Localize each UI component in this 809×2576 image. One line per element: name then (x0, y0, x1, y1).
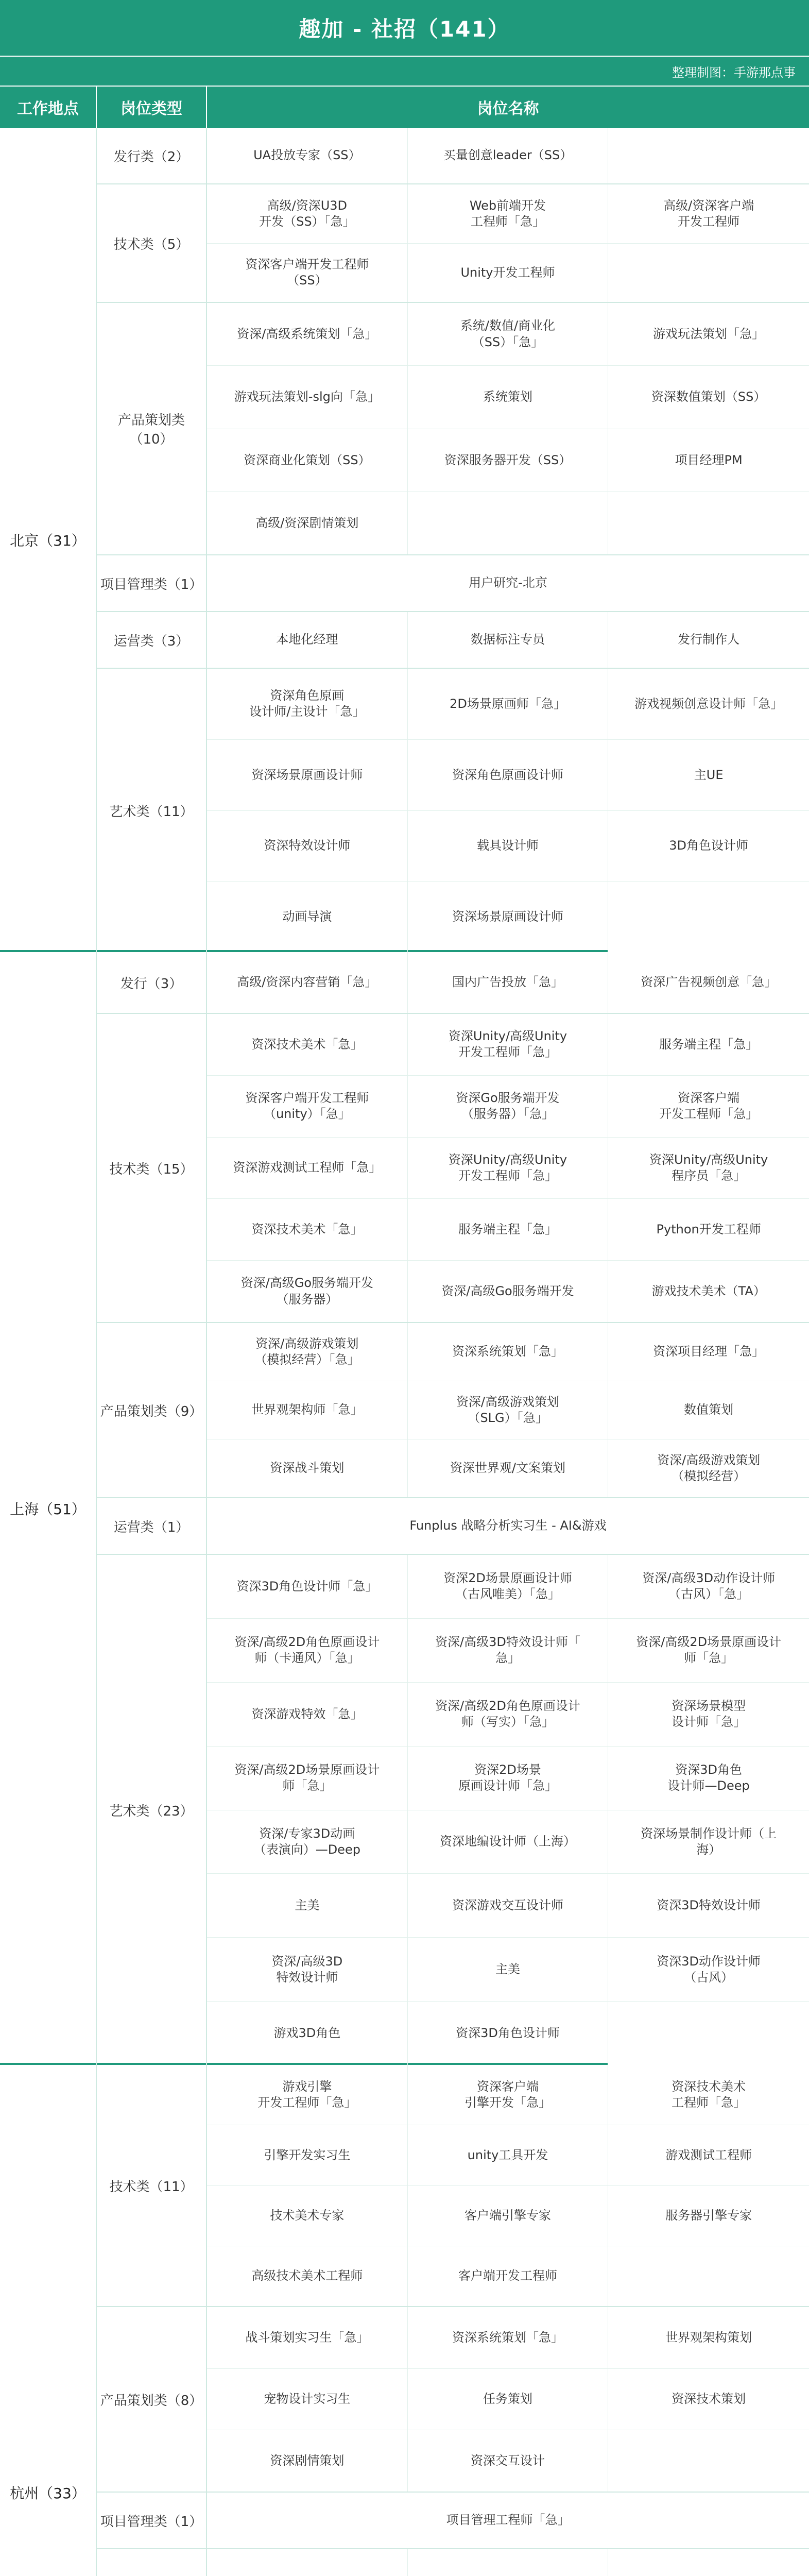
category-label: 项目管理类（1） (97, 2493, 207, 2548)
job-title: 资深/高级2D角色原画设计 师（写实）「急」 (408, 1683, 609, 1746)
job-title: 资深/高级2D场景原画设计 师「急」 (207, 1747, 408, 1810)
job-title: 项目经理PM (675, 452, 743, 467)
empty-cell (608, 244, 809, 302)
category-label: 技术类（15） (97, 1014, 207, 1322)
job-title: 战斗策划实习生「急」 (207, 2307, 408, 2368)
page-title: 趣加 - 社招（141） (0, 0, 809, 56)
job-title: Funplus 战略分析实习生 - AI&游戏 (409, 1518, 607, 1533)
category-label: 技术类（11） (97, 2065, 207, 2306)
job-title: 主UE (694, 767, 724, 782)
job-title: 资深世界观/文案策划 (408, 1439, 609, 1497)
job-title: 资深3D动作设计师 （古风） (657, 1954, 761, 1985)
job-row (207, 1683, 809, 1747)
job-title: 资深游戏交互设计师 (408, 1874, 609, 1937)
job-title: 资深客户端开发工程师 （SS） (207, 244, 408, 302)
job-title: 资深战斗策划 (207, 1439, 408, 1497)
city-block (0, 2065, 809, 2576)
job-grid (207, 2549, 809, 2576)
job-title: 资深3D角色设计师 (408, 2002, 609, 2065)
job-title: 资深/高级游戏策划 （模拟经营） (657, 1452, 761, 1483)
job-grid (207, 303, 809, 554)
job-row (207, 2307, 809, 2369)
job-title: 高级/资深内容营销「急」 (207, 952, 408, 1013)
table-header (0, 86, 809, 128)
category-row (97, 128, 809, 184)
job-title: 高级技术美术工程师 (207, 2246, 408, 2306)
job-title: 引擎开发实习生 (207, 2125, 408, 2185)
category-row (97, 1323, 809, 1498)
job-title: 资深3D角色设计师「急」 (207, 1555, 408, 1618)
job-grid (207, 2493, 809, 2548)
job-row (207, 2186, 809, 2246)
category-row (97, 184, 809, 303)
job-row (207, 303, 809, 366)
category-row (97, 555, 809, 612)
job-title: 资深/专家3D动画 （表演向）—Deep (207, 1810, 408, 1874)
job-title: 客户端引擎专家 (408, 2186, 609, 2246)
job-title: 资深交互设计 (408, 2430, 609, 2492)
job-grid (207, 952, 809, 1013)
job-row (207, 1323, 809, 1381)
job-title: 载具设计师 (408, 811, 609, 882)
job-title: unity工具开发 (408, 2125, 609, 2185)
job-row (207, 2369, 809, 2431)
job-title: 高级/资深剧情策划 (207, 492, 408, 554)
job-title: 资深/高级3D动作设计师 （古风）「急」 (642, 1571, 776, 1602)
category-label: 发行（3） (97, 952, 207, 1013)
job-row (207, 1261, 809, 1322)
category-row (97, 952, 809, 1014)
job-row (207, 1619, 809, 1683)
job-title: 游戏视频创意设计师「急」 (634, 696, 783, 711)
category-label: 运营类（3） (97, 612, 207, 668)
job-grid (207, 1498, 809, 1554)
job-title: 资深/高级游戏策划 （模拟经营）「急」 (207, 1323, 408, 1381)
job-row (207, 2246, 809, 2306)
job-title: 资深商业化策划（SS） (207, 429, 408, 492)
empty-cell (408, 492, 609, 554)
job-title: 资深客户端 引擎开发「急」 (408, 2065, 609, 2125)
category-list (97, 128, 809, 952)
job-title: 数据标注专员 (408, 612, 609, 668)
category-label: 产品策划类（10） (97, 303, 207, 554)
category-row (97, 1555, 809, 2065)
job-title: 主美 (207, 1874, 408, 1937)
job-row (207, 1498, 809, 1554)
job-title: 游戏玩法策划「急」 (653, 327, 765, 342)
city-block (0, 952, 809, 2065)
job-title: 服务端主程「急」 (408, 1199, 609, 1260)
job-title: 客户端开发工程师 (408, 2246, 609, 2306)
job-title: 游戏玩法策划-slg向「急」 (207, 366, 408, 428)
category-row (97, 1014, 809, 1323)
category-row (97, 2493, 809, 2549)
job-title: 资深地编设计师（上海） (408, 1810, 609, 1874)
city-label: 杭州（33） (0, 2065, 97, 2576)
job-title: 任务策划 (408, 2369, 609, 2430)
job-row (207, 2549, 809, 2576)
jobs-table (0, 128, 809, 2576)
job-row (207, 492, 809, 554)
job-row (207, 2002, 809, 2065)
empty-cell (608, 882, 809, 952)
job-row (207, 555, 809, 611)
job-title: 资深技术美术「急」 (207, 1199, 408, 1260)
job-title: 资深角色原画设计师 (408, 740, 609, 810)
job-title: 本地化经理 (207, 612, 408, 668)
job-title: 资深Unity/高级Unity 开发工程师「急」 (408, 1138, 609, 1199)
job-row (207, 2125, 809, 2185)
job-row (207, 882, 809, 952)
job-grid (207, 1323, 809, 1497)
job-title: 资深系统策划「急」 (408, 2307, 609, 2368)
job-row (207, 1076, 809, 1138)
category-label: 产品策划类（9） (97, 1323, 207, 1497)
category-label: 发行类（2） (97, 128, 207, 183)
job-title: 资深/高级Go服务端开发 （服务器） (207, 1261, 408, 1322)
job-title: 资深场景原画设计师 (207, 740, 408, 810)
job-row (207, 2493, 809, 2548)
job-row (207, 1138, 809, 1199)
job-title: 资深角色原画 设计师/主设计「急」 (207, 669, 408, 739)
empty-cell (608, 492, 809, 554)
job-row (207, 1014, 809, 1076)
job-title: 资深Unity/高级Unity 程序员「急」 (649, 1152, 768, 1183)
empty-cell (608, 2002, 809, 2065)
job-row (207, 366, 809, 429)
job-title: 资深2D场景原画设计师 （古风唯美）「急」 (408, 1555, 609, 1618)
job-title: 服务器引擎专家 (665, 2208, 752, 2223)
category-row (97, 303, 809, 555)
job-title: 资深/高级2D角色原画设计 师（卡通风）「急」 (207, 1619, 408, 1682)
job-grid (207, 184, 809, 302)
job-title: 项目管理工程师「急」 (446, 2513, 570, 2528)
job-row (207, 811, 809, 882)
job-row (207, 2065, 809, 2125)
job-title: 资深Unity/高级Unity 开发工程师「急」 (408, 1014, 609, 1075)
job-grid (207, 555, 809, 611)
job-title: 资深数值策划（SS） (651, 389, 766, 404)
job-row (207, 128, 809, 183)
job-title: 资深广告视频创意「急」 (641, 975, 777, 990)
category-label (97, 2549, 207, 2576)
job-title: 资深技术美术「急」 (207, 1014, 408, 1075)
city-label: 上海（51） (0, 952, 97, 2065)
job-title: 用户研究-北京 (469, 575, 547, 590)
category-row (97, 2065, 809, 2307)
job-title: 系统策划 (408, 366, 609, 428)
job-title: 资深3D特效设计师 (657, 1898, 761, 1913)
job-row (207, 429, 809, 492)
empty-cell (608, 2246, 809, 2306)
empty-cell (608, 2430, 809, 2492)
job-title: 3D角色设计师 (669, 838, 749, 853)
job-title: 资深/高级3D特效设计师「 急」 (408, 1619, 609, 1682)
job-title: 发行制作人 (678, 632, 740, 647)
job-grid (207, 1014, 809, 1322)
job-title: UA投放专家（SS） (207, 128, 408, 183)
job-title: 系统/数值/商业化 （SS）「急」 (408, 303, 609, 365)
job-title: 资深/高级3D 特效设计师 (207, 1938, 408, 2001)
job-grid (207, 2065, 809, 2306)
job-title: 资深/高级系统策划「急」 (207, 303, 408, 365)
job-row (207, 1199, 809, 1261)
job-title: 资深项目经理「急」 (653, 1344, 765, 1359)
job-title: 游戏3D角色 (207, 2002, 408, 2065)
job-title: 国内广告投放「急」 (408, 952, 609, 1013)
job-title: 技术美术专家 (207, 2186, 408, 2246)
job-title (408, 2549, 609, 2576)
category-label: 技术类（5） (97, 184, 207, 302)
job-title: 数值策划 (684, 1402, 734, 1417)
job-title: 动画导演 (207, 882, 408, 952)
category-row (97, 669, 809, 952)
category-label: 艺术类（11） (97, 669, 207, 952)
job-title: 资深服务器开发（SS） (408, 429, 609, 492)
job-title: 高级/资深客户端 开发工程师 (663, 198, 754, 229)
job-title: 游戏技术美术（TA） (651, 1283, 766, 1298)
job-title: 资深客户端 开发工程师「急」 (659, 1091, 759, 1122)
category-label: 运营类（1） (97, 1498, 207, 1554)
category-row (97, 2307, 809, 2493)
job-title: 资深系统策划「急」 (408, 1323, 609, 1381)
job-title: 资深技术美术 工程师「急」 (672, 2079, 746, 2110)
job-row (207, 1381, 809, 1439)
compiled-by: 整理制图：手游那点事 (0, 56, 809, 86)
job-title: 资深3D角色 设计师—Deep (667, 1762, 750, 1793)
job-title: 世界观架构策划 (665, 2330, 752, 2345)
job-title: 资深场景制作设计师（上 海） (641, 1826, 777, 1857)
job-grid (207, 1555, 809, 2065)
job-title: 资深游戏测试工程师「急」 (207, 1138, 408, 1199)
city-block (0, 128, 809, 952)
category-label: 艺术类（23） (97, 1555, 207, 2065)
job-row (207, 612, 809, 668)
job-title: 资深2D场景 原画设计师「急」 (408, 1747, 609, 1810)
job-title: Unity开发工程师 (408, 244, 609, 302)
job-title: 资深/高级游戏策划 （SLG）「急」 (408, 1381, 609, 1439)
job-grid (207, 612, 809, 668)
job-title: 主美 (408, 1938, 609, 2001)
job-title: 游戏测试工程师 (665, 2147, 752, 2162)
job-grid (207, 669, 809, 952)
job-title: Python开发工程师 (656, 1222, 761, 1237)
job-row (207, 1810, 809, 1874)
job-grid (207, 2307, 809, 2492)
job-row (207, 1439, 809, 1497)
job-title: 资深游戏特效「急」 (207, 1683, 408, 1746)
job-row (207, 740, 809, 811)
category-list (97, 952, 809, 2065)
job-title: 资深Go服务端开发 （服务器）「急」 (408, 1076, 609, 1137)
job-title (207, 2549, 408, 2576)
category-row (97, 1498, 809, 1555)
job-title: 游戏引擎 开发工程师「急」 (207, 2065, 408, 2125)
category-row (97, 2549, 809, 2576)
job-row (207, 184, 809, 244)
header-location: 工作地点 (0, 87, 97, 128)
job-title: 资深客户端开发工程师 （unity）「急」 (207, 1076, 408, 1137)
job-title: Web前端开发 工程师「急」 (408, 184, 609, 243)
category-label: 产品策划类（8） (97, 2307, 207, 2492)
job-title: 2D场景原画师「急」 (408, 669, 609, 739)
job-title: 高级/资深U3D 开发（SS）「急」 (207, 184, 408, 243)
job-row (207, 2430, 809, 2492)
city-label: 北京（31） (0, 128, 97, 952)
job-title: 宠物设计实习生 (207, 2369, 408, 2430)
job-row (207, 1938, 809, 2002)
job-row (207, 669, 809, 740)
job-title: 资深场景原画设计师 (408, 882, 609, 952)
job-row (207, 952, 809, 1013)
job-title: 资深剧情策划 (207, 2430, 408, 2492)
job-row (207, 1555, 809, 1619)
job-row (207, 1874, 809, 1938)
empty-cell (608, 128, 809, 183)
category-label: 项目管理类（1） (97, 555, 207, 611)
category-row (97, 612, 809, 669)
job-grid (207, 128, 809, 183)
category-list (97, 2065, 809, 2576)
header-category: 岗位类型 (97, 87, 207, 128)
job-title: 服务端主程「急」 (659, 1037, 759, 1052)
job-title: 世界观架构师「急」 (207, 1381, 408, 1439)
job-title: 资深场景模型 设计师「急」 (672, 1699, 746, 1730)
job-title (608, 2549, 809, 2576)
job-title: 资深/高级2D场景原画设计 师「急」 (636, 1635, 782, 1666)
job-title: 买量创意leader（SS） (408, 128, 609, 183)
job-row (207, 1747, 809, 1810)
job-row (207, 244, 809, 302)
job-title: 资深/高级Go服务端开发 (408, 1261, 609, 1322)
job-title: 资深技术策划 (672, 2392, 746, 2406)
header-position: 岗位名称 (477, 100, 539, 118)
job-title: 资深特效设计师 (207, 811, 408, 882)
